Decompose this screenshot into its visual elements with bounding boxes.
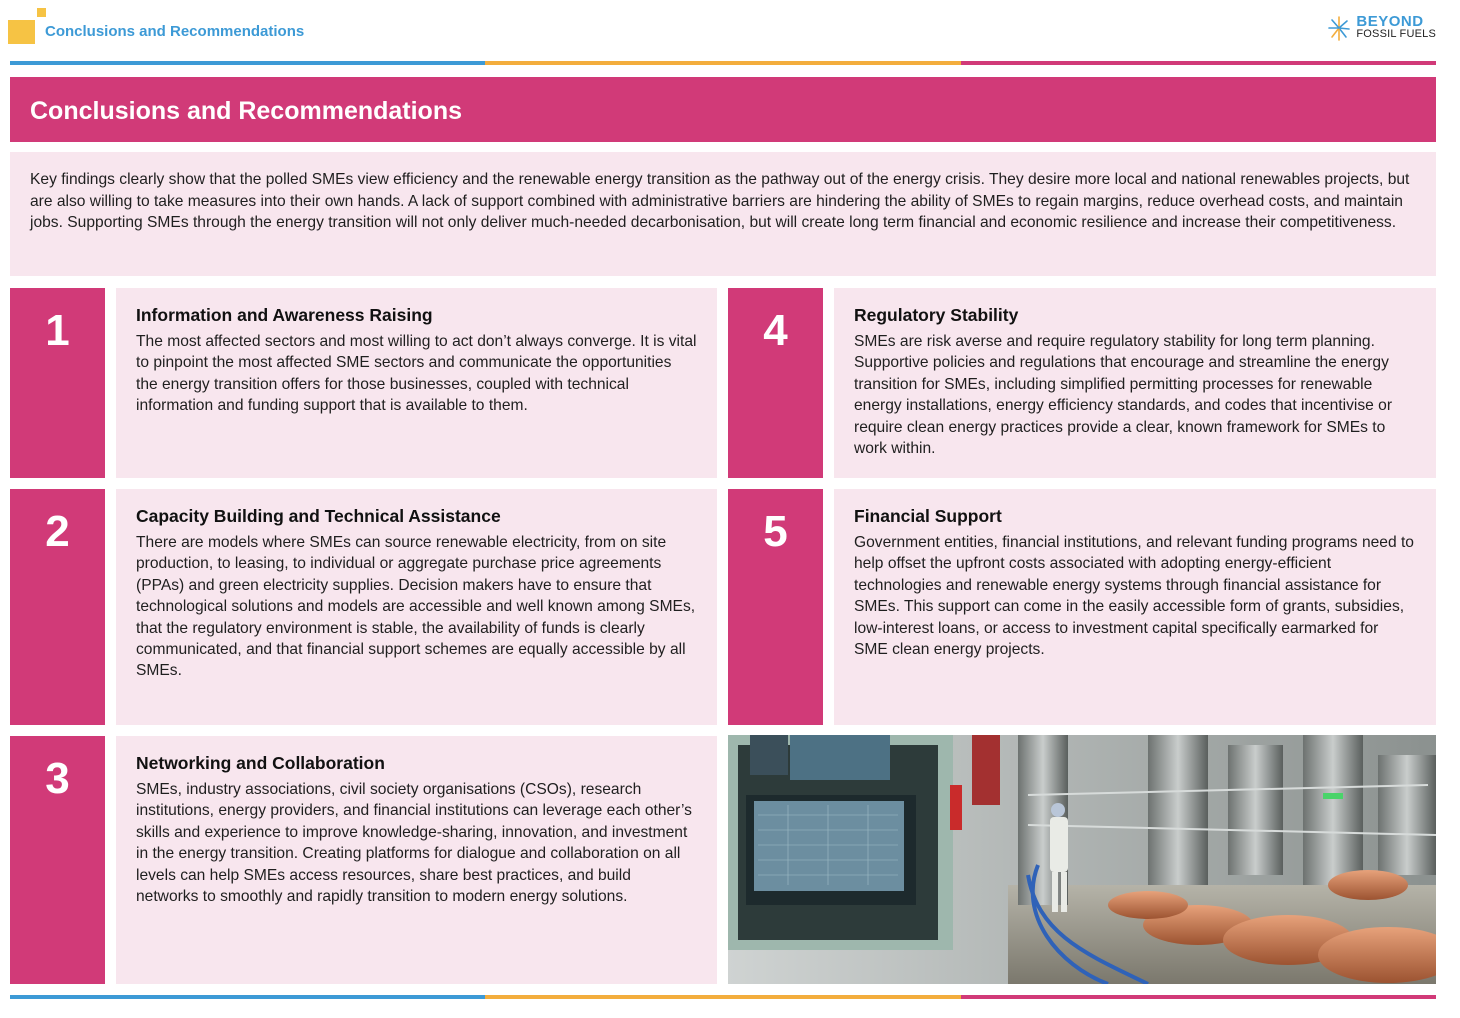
- recommendation-title: Capacity Building and Technical Assistance: [136, 506, 501, 526]
- number-box-5: [728, 489, 823, 725]
- title-banner: [10, 77, 1436, 142]
- beyond-fossil-fuels-logo: [1328, 14, 1436, 42]
- recommendation-number: 4: [763, 306, 788, 355]
- recommendation-card-4: [834, 288, 1436, 478]
- recommendation-text: Government entities, financial institutions, and relevant funding programs need to help offset the upfront costs associated with adopting energy-efficient technologies and renewable energy systems through financial assistance for SMEs. This support can come in the easily accessible form of grants, subsidies, low-interest loans, or access to investment capital specifically earmarked for SME clean energy projects.: [854, 534, 1414, 659]
- recommendation-number: 1: [45, 306, 70, 355]
- number-box-1: [10, 288, 105, 478]
- star-burst-logo-icon: [1328, 14, 1350, 42]
- recommendation-number: 3: [45, 754, 70, 803]
- recommendation-title: Information and Awareness Raising: [136, 305, 433, 325]
- recommendation-number: 5: [763, 507, 788, 556]
- recommendation-card-1: [116, 288, 717, 478]
- page-title: Conclusions and Recommendations: [30, 97, 463, 125]
- recommendation-card-2: [116, 489, 717, 725]
- recommendation-text: There are models where SMEs can source renewable electricity, from on site production, to leasing, to individual or aggregate purchase price agreements (PPAs) and green electricity supplies. Decision makers have to ensure that technological solutions and models are accessible and well known among SMEs, that the regulatory environment is stable, the availability of funds is clearly communicated, and that financial support schemes are equally accessible by all SMEs.: [136, 534, 696, 680]
- top-divider: [10, 61, 1436, 65]
- number-box-3: [10, 736, 105, 984]
- recommendation-card-5: [834, 489, 1436, 725]
- recommendation-text: SMEs are risk averse and require regulatory stability for long term planning. Supportive policies and regulations that encourage and streamline the energy transition for SMEs, including simplified permitting processes for renewable energy installations, energy efficiency standards, and codes that incentivise or require clean energy practices provide a clear, known framework for SMEs to work within.: [854, 333, 1393, 458]
- logo-line-1: BEYOND: [1356, 13, 1424, 30]
- recommendation-title: Regulatory Stability: [854, 305, 1019, 325]
- recommendation-text: SMEs, industry associations, civil society organisations (CSOs), research institutions, energy providers, and financial institutions can leverage each other’s skills and experience to improve knowledge-sharing, innovation, and investment in the energy transition. Creating platforms for dialogue and collaboration on all levels can help SMEs access resources, share best practices, and build networks to smoothly and rapidly transition to modern energy solutions.: [136, 781, 692, 906]
- recommendation-title: Financial Support: [854, 506, 1002, 526]
- recommendation-card-3: [116, 736, 717, 984]
- header-section-title: Conclusions and Recommendations: [45, 23, 305, 40]
- logo-line-2: FOSSIL FUELS: [1356, 28, 1436, 40]
- recommendation-title: Networking and Collaboration: [136, 753, 385, 773]
- number-box-4: [728, 288, 823, 478]
- recommendation-text: The most affected sectors and most willing to act don’t always converge. It is vital to pinpoint the most affected SME sectors and communicate the opportunities the energy transition offers for those businesses, coupled with technical information and funding support that is available to them.: [136, 333, 697, 415]
- recommendation-number: 2: [45, 507, 70, 556]
- intro-text: Key findings clearly show that the polled SMEs view efficiency and the renewable energy transition as the pathway out of the energy crisis. They desire more local and national renewables projects, but are also willing to take measures into their own hands. A lack of support combined with administrative barriers are hindering the ability of SMEs to regain margins, reduce overhead costs, and maintain jobs. Supporting SMEs through the energy transition will not only deliver much-needed decarbonisation, but will create long term financial and economic resilience and increase their competitiveness.: [30, 171, 1410, 231]
- number-box-2: [10, 489, 105, 725]
- factory-photo: [728, 735, 1436, 984]
- bottom-divider: [10, 995, 1436, 999]
- header-corner-mark: [8, 8, 48, 44]
- intro-box: [10, 152, 1436, 276]
